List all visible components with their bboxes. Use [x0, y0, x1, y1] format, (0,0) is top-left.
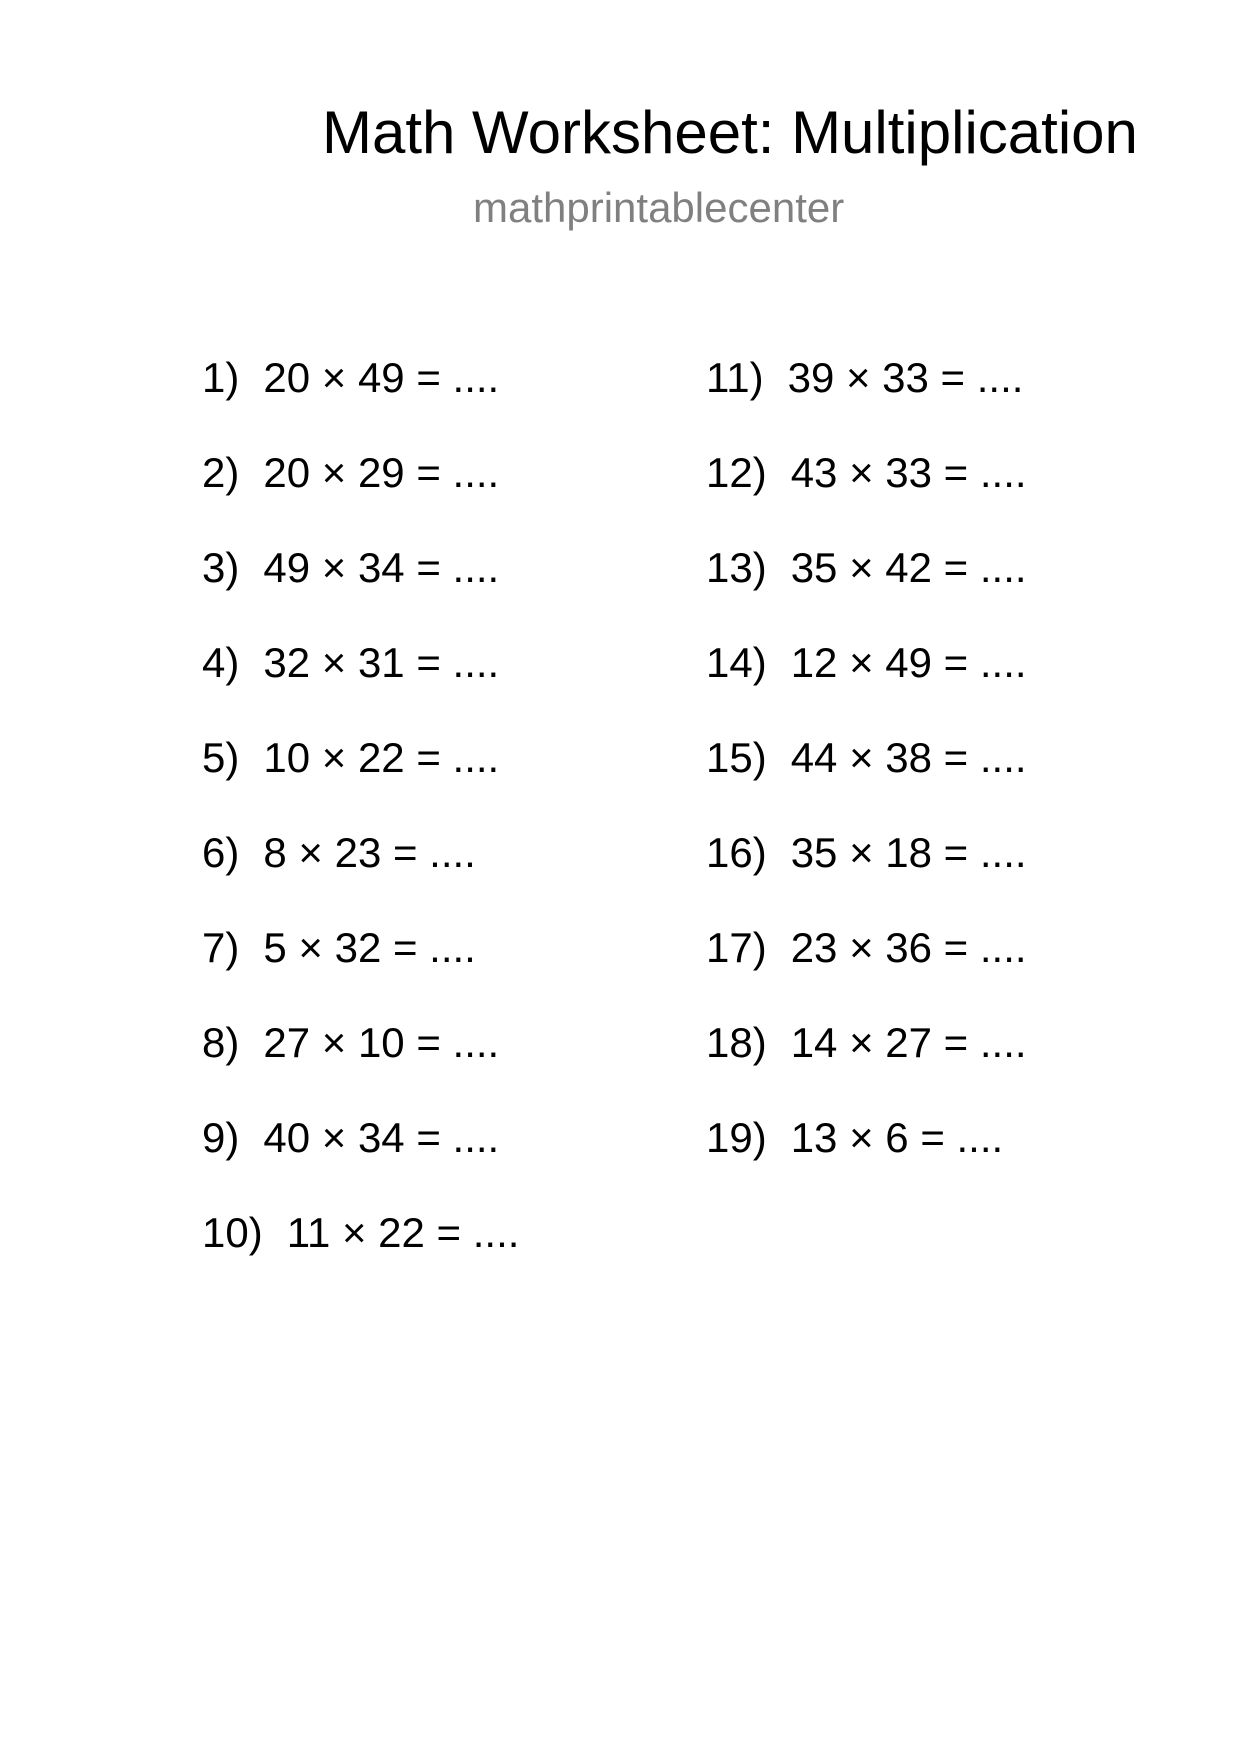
- problem-expression: 35 × 42 = ....: [790, 544, 1027, 591]
- problem-expression: 10 × 22 = ....: [263, 734, 500, 781]
- problem-item: [202, 730, 519, 825]
- problem-number: 12): [706, 449, 767, 496]
- problem-item: [202, 825, 519, 920]
- problem-number: 5): [202, 734, 240, 781]
- problem-expression: 12 × 49 = ....: [790, 639, 1027, 686]
- problem-item: [202, 1110, 519, 1205]
- problem-expression: 13 × 6 = ....: [790, 1114, 1004, 1161]
- problem-number: 10): [202, 1209, 263, 1256]
- problem-item: [706, 540, 1027, 635]
- problem-number: 16): [706, 829, 767, 876]
- problem-expression: 40 × 34 = ....: [263, 1114, 500, 1161]
- problem-list-left: [202, 350, 519, 1300]
- page-subtitle: mathprintablecenter: [473, 184, 845, 231]
- problem-number: 2): [202, 449, 240, 496]
- problem-item: [706, 1110, 1027, 1205]
- problem-expression: 32 × 31 = ....: [263, 639, 500, 686]
- problem-item: [706, 635, 1027, 730]
- problem-expression: 27 × 10 = ....: [263, 1019, 500, 1066]
- problem-number: 13): [706, 544, 767, 591]
- problem-expression: 20 × 49 = ....: [263, 354, 500, 401]
- problem-item: [202, 1015, 519, 1110]
- problem-item: [706, 445, 1027, 540]
- problem-expression: 14 × 27 = ....: [790, 1019, 1027, 1066]
- problem-number: 9): [202, 1114, 240, 1161]
- problem-number: 17): [706, 924, 767, 971]
- problem-expression: 35 × 18 = ....: [790, 829, 1027, 876]
- problem-expression: 5 × 32 = ....: [263, 924, 476, 971]
- problem-number: 6): [202, 829, 240, 876]
- problem-expression: 39 × 33 = ....: [787, 354, 1024, 401]
- problem-item: [202, 350, 519, 445]
- problem-item: [202, 540, 519, 635]
- problem-number: 18): [706, 1019, 767, 1066]
- problem-number: 14): [706, 639, 767, 686]
- problem-expression: 11 × 22 = ....: [286, 1209, 520, 1256]
- problem-item: [202, 1205, 519, 1300]
- problem-expression: 43 × 33 = ....: [790, 449, 1027, 496]
- problem-number: 8): [202, 1019, 240, 1066]
- problem-number: 4): [202, 639, 240, 686]
- problem-list-right: [706, 350, 1027, 1205]
- problem-expression: 23 × 36 = ....: [790, 924, 1027, 971]
- problem-item: [202, 635, 519, 730]
- problem-expression: 49 × 34 = ....: [263, 544, 500, 591]
- problem-number: 19): [706, 1114, 767, 1161]
- page-title: Math Worksheet: Multiplication: [322, 99, 1138, 166]
- problem-number: 7): [202, 924, 240, 971]
- problem-item: [706, 730, 1027, 825]
- problem-item: [202, 445, 519, 540]
- problem-item: [706, 920, 1027, 1015]
- problem-expression: 44 × 38 = ....: [790, 734, 1027, 781]
- problem-number: 3): [202, 544, 240, 591]
- problem-number: 15): [706, 734, 767, 781]
- problem-expression: 20 × 29 = ....: [263, 449, 500, 496]
- problem-item: [706, 350, 1027, 445]
- problem-number: 11): [706, 354, 764, 401]
- problem-item: [706, 825, 1027, 920]
- problem-expression: 8 × 23 = ....: [263, 829, 476, 876]
- problem-number: 1): [202, 354, 240, 401]
- problem-item: [202, 920, 519, 1015]
- problem-item: [706, 1015, 1027, 1110]
